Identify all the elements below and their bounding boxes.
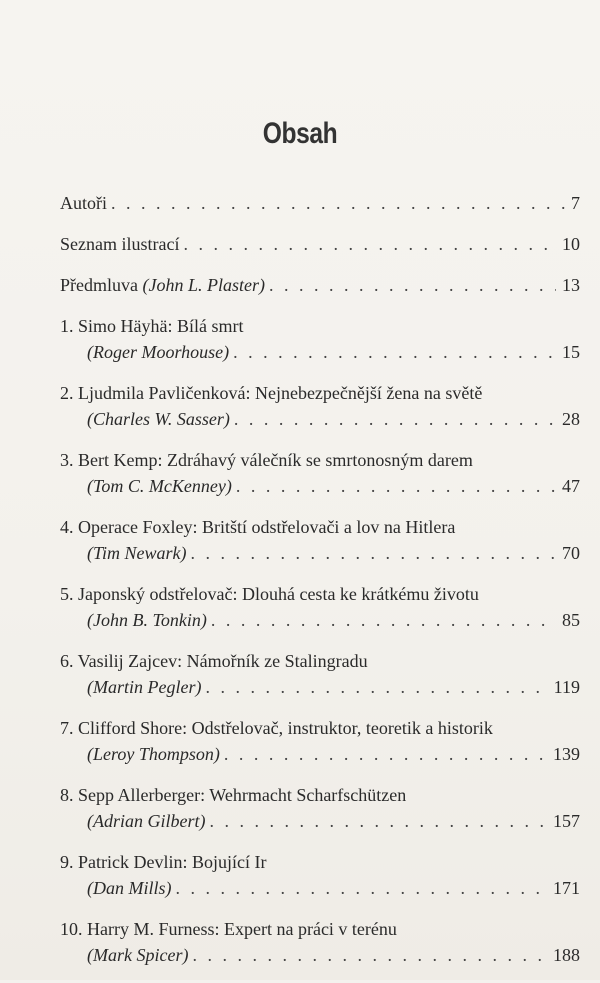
page-number: 157 — [553, 811, 580, 831]
entry-title: Seznam ilustrací — [60, 234, 180, 254]
page-number: 7 — [571, 193, 580, 213]
toc-entry — [60, 916, 580, 968]
toc-line — [60, 190, 580, 216]
entry-title: 1. Simo Häyhä: Bílá smrt — [60, 316, 244, 336]
toc-entry — [60, 514, 580, 566]
toc-entry — [60, 581, 580, 633]
toc-line — [60, 808, 580, 834]
entry-title: 5. Japonský odstřelovač: Dlouhá cesta ke krátkému životu — [60, 584, 479, 604]
page-number: 85 — [562, 610, 580, 630]
toc-entry — [60, 231, 580, 257]
page-number: 171 — [553, 878, 580, 898]
dot-leader — [269, 272, 556, 298]
entry-author: (Roger Moorhouse) — [87, 342, 230, 362]
entry-title: 2. Ljudmila Pavličenková: Nejnebezpečnější žena na světě — [60, 383, 483, 403]
page-number: 10 — [562, 234, 580, 254]
page-number: 28 — [562, 409, 580, 429]
toc-line — [60, 540, 580, 566]
entry-author: (Leroy Thompson) — [87, 744, 220, 764]
entry-title: 9. Patrick Devlin: Bojující Ir — [60, 852, 267, 872]
toc-line — [60, 272, 580, 298]
dot-leader — [191, 540, 556, 566]
entry-title: 6. Vasilij Zajcev: Námořník ze Stalingradu — [60, 651, 368, 671]
page-number: 139 — [553, 744, 580, 764]
entry-title: 7. Clifford Shore: Odstřelovač, instruktor, teoretik a historik — [60, 718, 493, 738]
entry-author: (Tom C. McKenney) — [87, 476, 232, 496]
table-of-contents — [60, 190, 580, 983]
page-number: 119 — [553, 677, 580, 697]
toc-line — [60, 607, 580, 633]
toc-line — [60, 406, 580, 432]
toc-entry — [60, 447, 580, 499]
page-number: 13 — [562, 275, 580, 295]
toc-line — [60, 339, 580, 365]
dot-leader — [236, 473, 556, 499]
dot-leader — [224, 741, 547, 767]
toc-line — [60, 473, 580, 499]
toc-entry — [60, 313, 580, 365]
dot-leader — [234, 406, 556, 432]
toc-entry — [60, 849, 580, 901]
entry-author: (Adrian Gilbert) — [87, 811, 206, 831]
page-number: 47 — [562, 476, 580, 496]
dot-leader — [233, 339, 556, 365]
page-number: 188 — [553, 945, 580, 965]
page-number: 15 — [562, 342, 580, 362]
dot-leader — [210, 808, 548, 834]
entry-title: 10. Harry M. Furness: Expert na práci v terénu — [60, 919, 397, 939]
entry-title: 8. Sepp Allerberger: Wehrmacht Scharfschützen — [60, 785, 407, 805]
page-number: 70 — [562, 543, 580, 563]
toc-entry — [60, 782, 580, 834]
entry-author: (Dan Mills) — [87, 878, 172, 898]
dot-leader — [183, 231, 556, 257]
toc-line — [60, 875, 580, 901]
dot-leader — [211, 607, 556, 633]
entry-author: (John L. Plaster) — [142, 275, 265, 295]
page-title: Obsah — [262, 117, 338, 150]
entry-author: (Tim Newark) — [87, 543, 187, 563]
dot-leader — [192, 942, 547, 968]
toc-entry — [60, 715, 580, 767]
entry-author: (Mark Spicer) — [87, 945, 189, 965]
toc-line — [60, 674, 580, 700]
dot-leader — [176, 875, 548, 901]
toc-line — [60, 741, 580, 767]
toc-entry — [60, 380, 580, 432]
entry-author: (John B. Tonkin) — [87, 610, 207, 630]
dot-leader — [111, 190, 565, 216]
toc-line — [60, 942, 580, 968]
entry-title: Autoři — [60, 193, 107, 213]
toc-line — [60, 231, 580, 257]
entry-title: Předmluva — [60, 275, 143, 295]
toc-entry — [60, 648, 580, 700]
entry-author: (Charles W. Sasser) — [87, 409, 230, 429]
toc-entry — [60, 272, 580, 298]
dot-leader — [205, 674, 547, 700]
toc-entry — [60, 190, 580, 216]
entry-author: (Martin Pegler) — [87, 677, 202, 697]
entry-title: 4. Operace Foxley: Britští odstřelovači a lov na Hitlera — [60, 517, 456, 537]
entry-title: 3. Bert Kemp: Zdráhavý válečník se smrtonosným darem — [60, 450, 473, 470]
